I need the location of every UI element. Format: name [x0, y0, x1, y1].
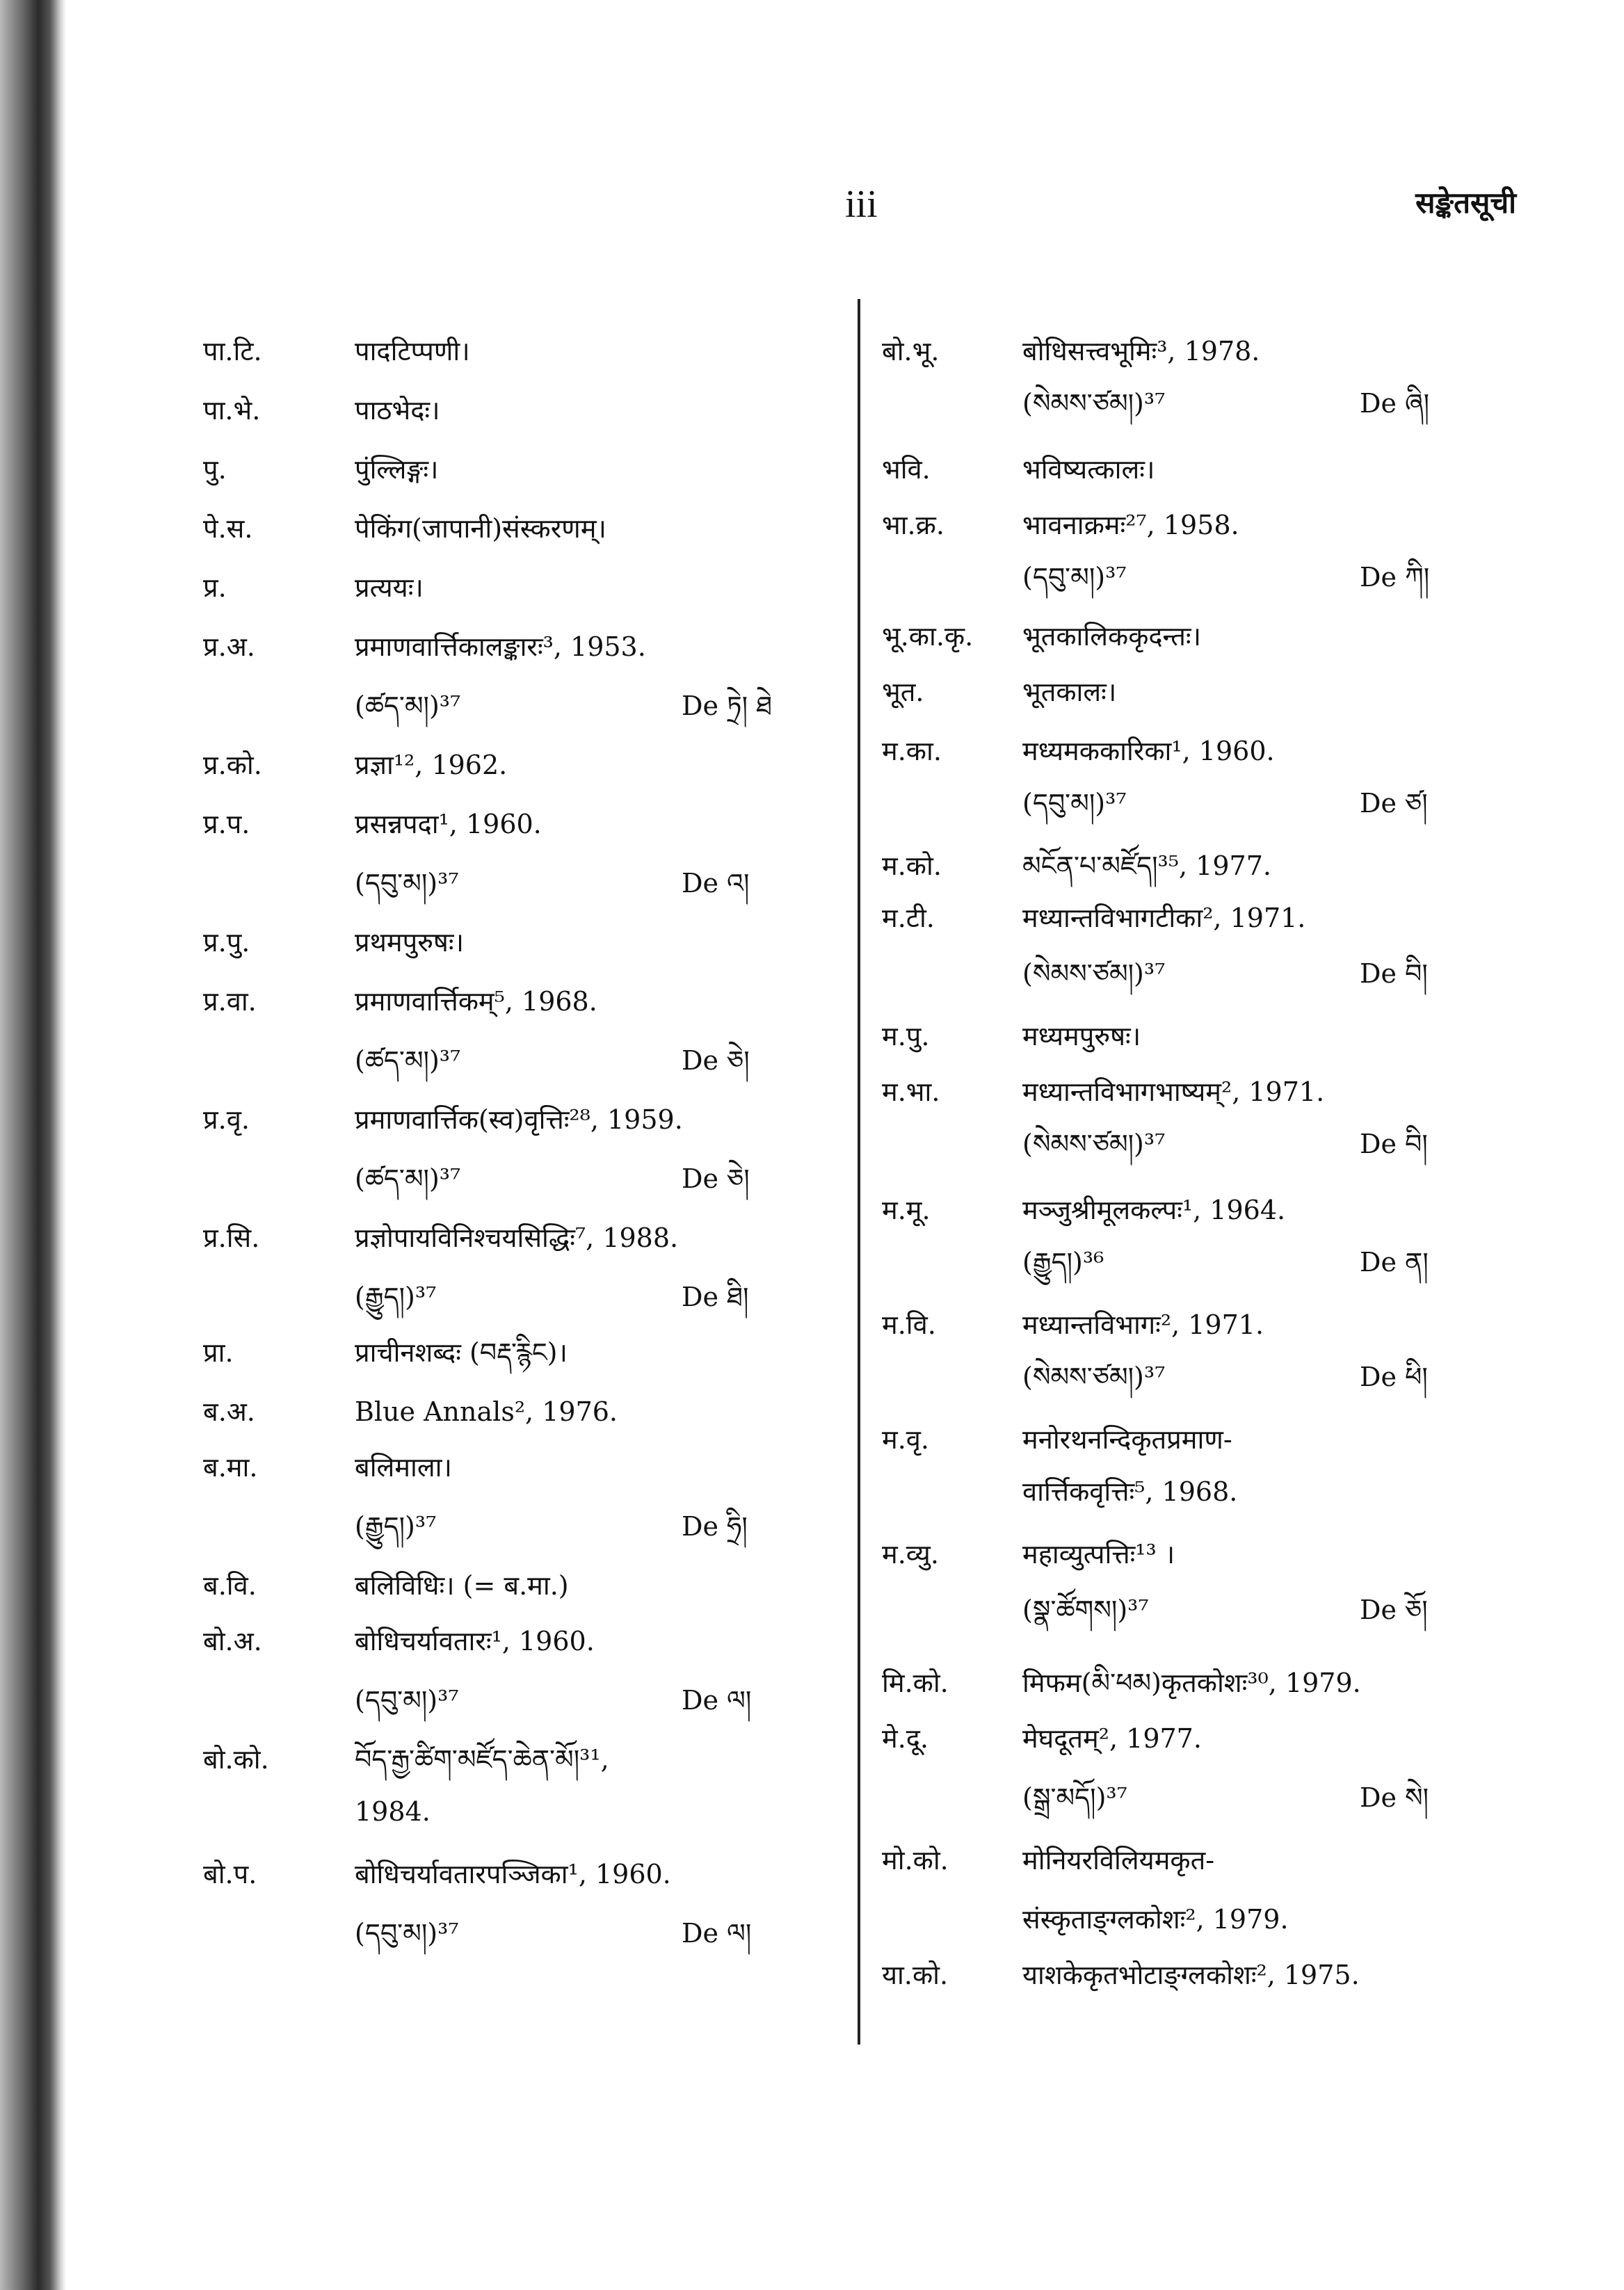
- entry-expansion: बोधिसत्त्वभूमिः³, 1978.: [1022, 336, 1260, 366]
- entry-expansion: प्रसन्नपदा¹, 1960.: [355, 809, 542, 839]
- entry-expansion: बोधिचर्यावतारः¹, 1960.: [355, 1626, 595, 1656]
- derge-reference: De ཞི།: [1360, 388, 1430, 419]
- entry-abbreviation: मो.को.: [882, 1845, 949, 1876]
- entry-continuation-row: [882, 553, 1577, 602]
- entry-row: [882, 894, 1577, 942]
- entry-abbreviation: प्र.: [203, 572, 227, 603]
- entry-continuation-row: [203, 1154, 899, 1203]
- entry-source-reference: (ཚད་མ།)³⁷: [355, 1045, 461, 1076]
- entry-expansion: प्रमाणवार्त्तिकालङ्कारः³, 1953.: [355, 631, 646, 662]
- entry-expansion: मनोरथनन्दिकृतप्रमाण-: [1022, 1424, 1232, 1455]
- entry-abbreviation: ब.वि.: [203, 1570, 257, 1601]
- entry-expansion: मध्यान्तविभागः², 1971.: [1022, 1309, 1264, 1340]
- entry-abbreviation: प्र.को.: [203, 750, 262, 780]
- entry-row: [203, 563, 899, 612]
- entry-abbreviation: भू.का.कृ.: [882, 621, 974, 652]
- entry-abbreviation: म.को.: [882, 850, 942, 881]
- entry-abbreviation: प्र.वृ.: [203, 1104, 250, 1135]
- entry-row: [203, 1850, 899, 1898]
- entry-source-reference: (སེམས་ཙམ།)³⁷: [1022, 958, 1166, 989]
- entry-abbreviation: प्रा.: [203, 1337, 234, 1368]
- entry-expansion: बलिमाला।: [355, 1452, 452, 1483]
- entry-abbreviation: पु.: [203, 454, 227, 485]
- entry-row: [882, 668, 1577, 716]
- entry-expansion: याशकेकृतभोटाङ्ग्लकोशः², 1975.: [1022, 1960, 1360, 1990]
- entry-expansion: प्रज्ञोपायविनिश्चयसिद्धिः⁷, 1988.: [355, 1223, 679, 1253]
- entry-abbreviation: बो.भू.: [882, 336, 940, 366]
- entry-abbreviation: ब.अ.: [203, 1396, 255, 1427]
- entry-abbreviation: म.भा.: [882, 1077, 940, 1107]
- entry-continuation-row: [882, 1467, 1577, 1516]
- entry-row: [203, 800, 899, 848]
- entry-continuation-row: [203, 1502, 899, 1551]
- entry-source-reference: (སེམས་ཙམ།)³⁷: [1022, 388, 1166, 419]
- entry-expansion: मेघदूतम्², 1977.: [1022, 1723, 1202, 1754]
- entry-expansion: प्रज्ञा¹², 1962.: [355, 750, 508, 780]
- entry-row: [203, 741, 899, 789]
- entry-row: [203, 1617, 899, 1666]
- entry-row: [203, 1387, 899, 1436]
- entry-row: [882, 841, 1577, 890]
- entry-row: [203, 1328, 899, 1377]
- entry-row: [203, 1735, 899, 1784]
- entry-row: [203, 622, 899, 671]
- entry-continuation-row: [203, 1787, 899, 1836]
- entry-row: [203, 386, 899, 435]
- entry-expansion: भूतकालः।: [1022, 677, 1117, 707]
- entry-abbreviation: प्र.प.: [203, 809, 250, 839]
- entry-source-reference: संस्कृताङ्ग्लकोशः², 1979.: [1022, 1904, 1289, 1935]
- entry-continuation-row: [882, 949, 1577, 998]
- entry-row: [882, 1836, 1577, 1885]
- entry-abbreviation: म.वृ.: [882, 1424, 930, 1455]
- entry-source-reference: (སེམས་ཙམ།)³⁷: [1022, 1362, 1166, 1392]
- entry-source-reference: (ཚད་མ།)³⁷: [355, 1163, 461, 1194]
- entry-source-reference: (རྒྱུད།)³⁷: [355, 1282, 437, 1312]
- derge-reference: De ན།: [1360, 1247, 1429, 1277]
- entry-row: [203, 918, 899, 967]
- entry-abbreviation: बो.प.: [203, 1859, 257, 1889]
- entry-expansion: पेकिंग(जापानी)संस्करणम्।: [355, 513, 606, 544]
- entry-row: [882, 612, 1577, 661]
- entry-source-reference: (རྒྱུད།)³⁶: [1022, 1247, 1104, 1277]
- entry-expansion: Blue Annals², 1976.: [355, 1396, 618, 1427]
- entry-continuation-row: [882, 1773, 1577, 1822]
- entry-source-reference: (སྒྲ་མདོ།)³⁷: [1022, 1782, 1127, 1813]
- entry-continuation-row: [882, 1353, 1577, 1401]
- entry-abbreviation: पा.टि.: [203, 336, 262, 366]
- entry-row: [882, 1300, 1577, 1349]
- entry-abbreviation: ब.मा.: [203, 1452, 258, 1483]
- entry-row: [882, 327, 1577, 376]
- derge-reference: De འ།: [682, 868, 750, 898]
- entry-expansion: पाठभेदः।: [355, 395, 440, 426]
- entry-row: [882, 1951, 1577, 1999]
- entry-expansion: मोनियरविलियमकृत-: [1022, 1845, 1215, 1876]
- derge-reference: De ཀི།: [1360, 562, 1430, 592]
- derge-reference: De ལ།: [682, 1918, 752, 1949]
- entry-row: [882, 1012, 1577, 1061]
- entry-source-reference: (དབུ་མ།)³⁷: [1022, 562, 1127, 592]
- entry-expansion: मध्यान्तविभागटीका², 1971.: [1022, 903, 1306, 933]
- entry-abbreviation: प्र.पु.: [203, 927, 250, 958]
- entry-row: [203, 1213, 899, 1262]
- entry-abbreviation: भवि.: [882, 454, 931, 485]
- entry-row: [882, 1067, 1577, 1116]
- entry-source-reference: (དབུ་མ།)³⁷: [1022, 788, 1127, 819]
- entry-row: [203, 1095, 899, 1144]
- entry-row: [882, 727, 1577, 775]
- entry-expansion: मिफम(མི་ཕམ)कृतकोशः³⁰, 1979.: [1022, 1668, 1361, 1698]
- entry-continuation-row: [203, 1036, 899, 1085]
- entry-row: [882, 1530, 1577, 1579]
- derge-reference: De སེ།: [1360, 1782, 1429, 1813]
- entry-abbreviation: म.पु.: [882, 1021, 930, 1051]
- entry-row: [882, 501, 1577, 549]
- entry-abbreviation: म.वि.: [882, 1309, 936, 1340]
- entry-expansion: पादटिप्पणी।: [355, 336, 470, 366]
- entry-abbreviation: म.का.: [882, 736, 942, 766]
- entry-source-reference: (སྣ་ཚོགས།)³⁷: [1022, 1595, 1149, 1625]
- entry-expansion: मध्यान्तविभागभाष्यम्², 1971.: [1022, 1077, 1325, 1107]
- entry-continuation-row: [882, 379, 1577, 428]
- derge-reference: De ཅེ།: [682, 1163, 750, 1194]
- derge-reference: De ཏྲེ། ཐེ: [682, 691, 773, 721]
- entry-abbreviation: भा.क्र.: [882, 510, 944, 540]
- book-spine-edge: [0, 0, 66, 2290]
- derge-reference: De བི།: [1360, 1129, 1428, 1159]
- entry-abbreviation: प्र.वा.: [203, 986, 257, 1017]
- entry-source-reference: (དབུ་མ།)³⁷: [355, 868, 459, 898]
- page-number: iii: [845, 183, 878, 226]
- entry-row: [203, 504, 899, 553]
- entry-abbreviation: प्र.अ.: [203, 631, 255, 662]
- entry-source-reference: (དབུ་མ།)³⁷: [355, 1918, 459, 1949]
- entry-source-reference: (སེམས་ཙམ།)³⁷: [1022, 1129, 1166, 1159]
- entry-abbreviation: म.टी.: [882, 903, 935, 933]
- entry-row: [882, 1186, 1577, 1234]
- entry-source-reference: 1984.: [355, 1796, 431, 1827]
- entry-continuation-row: [203, 1909, 899, 1958]
- entry-abbreviation: म.व्यु.: [882, 1539, 939, 1570]
- derge-reference: De ཙ།: [1360, 788, 1428, 819]
- entry-abbreviation: भूत.: [882, 677, 924, 707]
- entry-row: [203, 977, 899, 1026]
- entry-continuation-row: [882, 1120, 1577, 1168]
- entry-expansion: बोधिचर्यावतारपञ्जिका¹, 1960.: [355, 1859, 671, 1889]
- entry-expansion: बलिविधिः। (= ब.मा.): [355, 1570, 569, 1601]
- entry-abbreviation: बो.अ.: [203, 1626, 262, 1656]
- entry-continuation-row: [882, 1895, 1577, 1944]
- entry-expansion: भूतकालिककृदन्तः।: [1022, 621, 1201, 652]
- entry-expansion: མངོན་པ་མཛོད།³⁵, 1977.: [1022, 850, 1271, 881]
- entry-row: [882, 1415, 1577, 1464]
- entry-expansion: བོད་རྒྱ་ཚིག་མཛོད་ཆེན་མོ།³¹,: [355, 1744, 609, 1775]
- entry-expansion: मध्यमपुरुषः।: [1022, 1021, 1141, 1051]
- derge-reference: De ཧྲི།: [682, 1511, 748, 1542]
- entry-source-reference: (རྒྱུད།)³⁷: [355, 1511, 437, 1542]
- entry-row: [203, 1561, 899, 1610]
- entry-abbreviation: या.को.: [882, 1960, 949, 1990]
- entry-continuation-row: [203, 682, 899, 730]
- derge-reference: De ཕི།: [1360, 1362, 1428, 1392]
- entry-abbreviation: मे.दू.: [882, 1723, 929, 1754]
- entry-abbreviation: मि.को.: [882, 1668, 949, 1698]
- entry-expansion: प्रमाणवार्त्तिक(स्व)वृत्तिः²⁸, 1959.: [355, 1104, 683, 1135]
- entry-abbreviation: पे.स.: [203, 513, 253, 544]
- entry-source-reference: (དབུ་མ།)³⁷: [355, 1685, 459, 1716]
- entry-abbreviation: प्र.सि.: [203, 1223, 260, 1253]
- entry-expansion: पुंल्लिङ्गः।: [355, 454, 439, 485]
- entry-abbreviation: पा.भे.: [203, 395, 261, 426]
- entry-abbreviation: बो.को.: [203, 1744, 269, 1775]
- entry-continuation-row: [203, 1676, 899, 1725]
- entry-expansion: मञ्जुश्रीमूलकल्पः¹, 1964.: [1022, 1195, 1286, 1225]
- entry-continuation-row: [882, 1586, 1577, 1634]
- derge-reference: De ཅེ།: [682, 1045, 750, 1076]
- entry-row: [882, 445, 1577, 494]
- running-head: सङ्केतसूची: [1415, 186, 1516, 220]
- derge-reference: De ཐི།: [682, 1282, 749, 1312]
- entry-row: [882, 1714, 1577, 1763]
- entry-continuation-row: [882, 1238, 1577, 1287]
- entry-row: [203, 1443, 899, 1492]
- derge-reference: De ལ།: [682, 1685, 752, 1716]
- entry-source-reference: (ཚད་མ།)³⁷: [355, 691, 461, 721]
- entry-continuation-row: [203, 859, 899, 908]
- entry-row: [882, 1659, 1577, 1707]
- entry-expansion: भावनाक्रमः²⁷, 1958.: [1022, 510, 1239, 540]
- entry-continuation-row: [882, 779, 1577, 828]
- entry-expansion: महाव्युत्पत्तिः¹³ ।: [1022, 1539, 1175, 1570]
- entry-abbreviation: म.मू.: [882, 1195, 931, 1225]
- derge-reference: De ཅོ།: [1360, 1595, 1428, 1625]
- entry-expansion: भविष्यत्कालः।: [1022, 454, 1155, 485]
- entry-source-reference: वार्त्तिकवृत्तिः⁵, 1968.: [1022, 1476, 1238, 1507]
- entry-expansion: प्रत्ययः।: [355, 572, 424, 603]
- entry-continuation-row: [203, 1273, 899, 1321]
- derge-reference: De བི།: [1360, 958, 1428, 989]
- entry-expansion: प्राचीनशब्दः (བརྡ་རྙིང)।: [355, 1337, 568, 1368]
- entry-expansion: प्रमाणवार्त्तिकम्⁵, 1968.: [355, 986, 597, 1017]
- entry-expansion: मध्यमककारिका¹, 1960.: [1022, 736, 1275, 766]
- entry-row: [203, 327, 899, 376]
- entry-expansion: प्रथमपुरुषः।: [355, 927, 464, 958]
- entry-row: [203, 445, 899, 494]
